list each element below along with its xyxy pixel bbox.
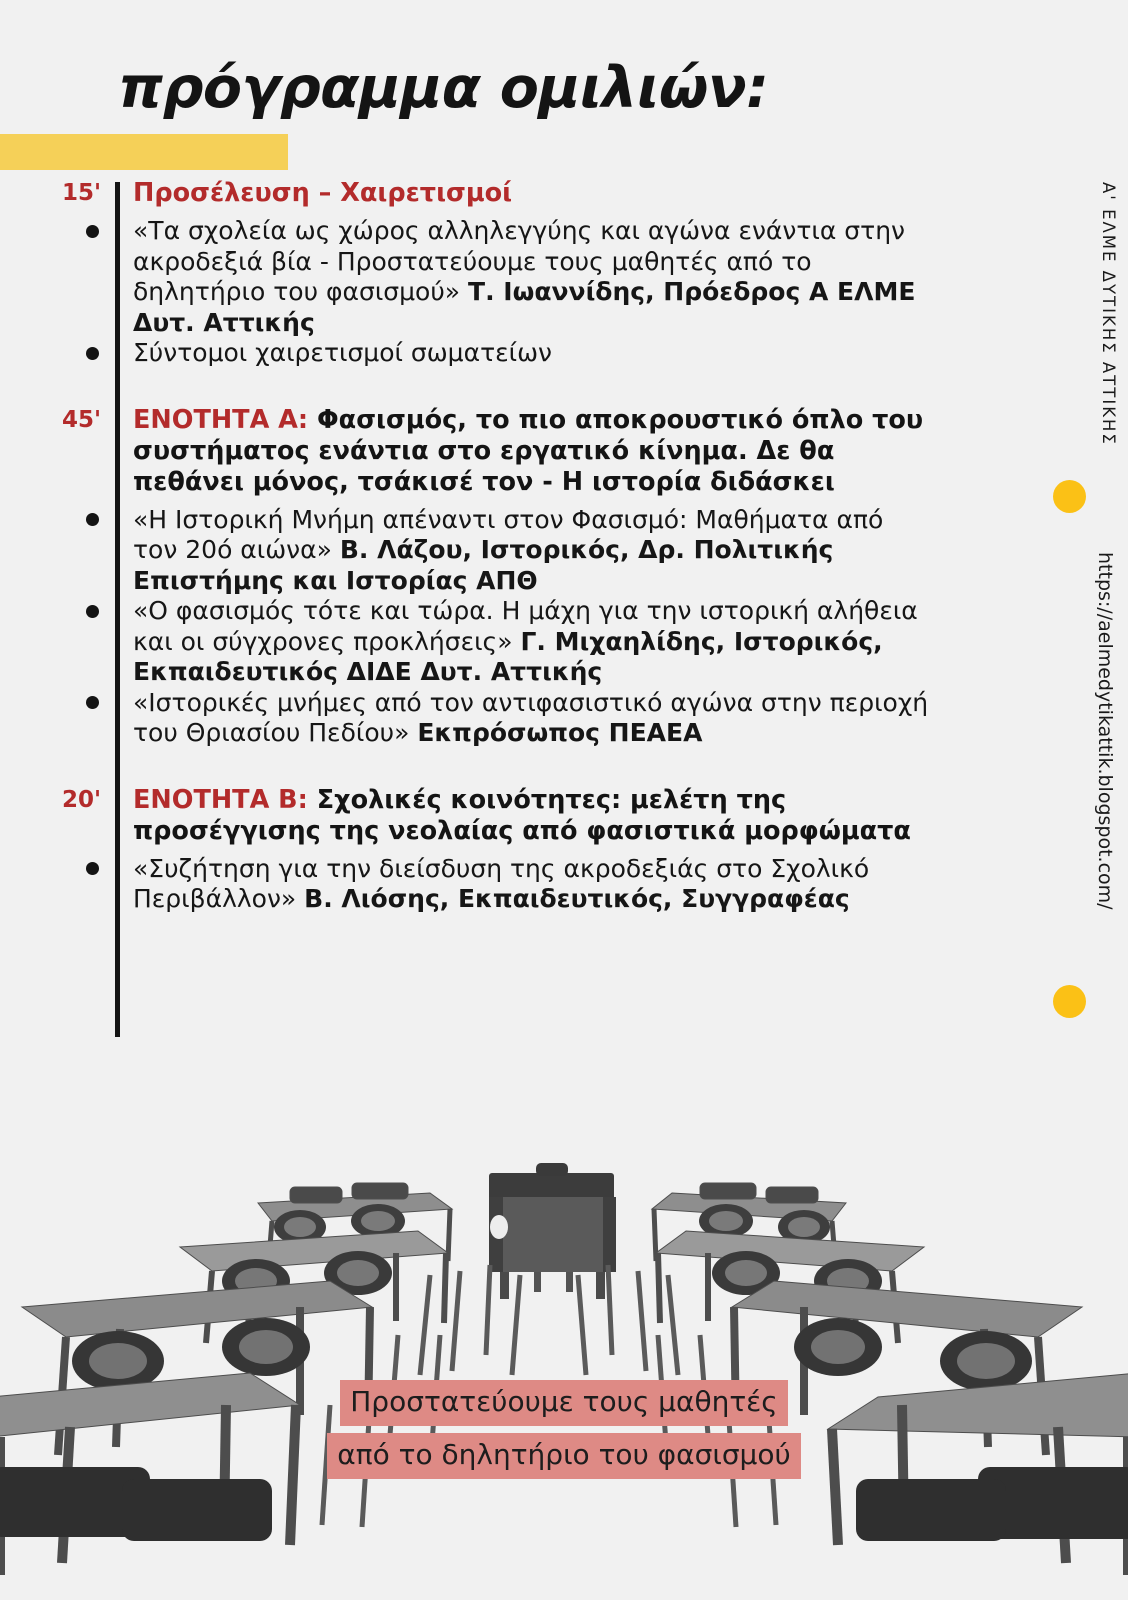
bullet-icon — [86, 225, 106, 245]
program-block-3 — [0, 785, 1020, 915]
program-heading-1 — [133, 178, 1020, 209]
program-heading-row-2 — [0, 405, 1020, 498]
program-item-text — [133, 505, 1020, 597]
program-block-2 — [0, 405, 1020, 749]
bullet-icon — [86, 696, 106, 716]
program-item-text — [133, 596, 1020, 688]
program-item-text — [133, 216, 1020, 338]
item-plain: Σύντομοι χαιρετισμοί σωματείων — [133, 338, 552, 367]
list-item — [0, 854, 1020, 915]
bottom-caption — [0, 1380, 1128, 1479]
item-bold: Γ. Μιχαηλίδης, Ιστορικός, Εκπαιδευτικός ΔΙΔΕ Δυτ. Αττικής — [133, 626, 883, 686]
item-plain: «Ο φασισμός τότε και τώρα. Η μάχη για την ιστορική αλήθεια και οι σύγχρονες προκλήσεις» — [133, 596, 918, 656]
item-bold: Εκπρόσωπος ΠΕΑΕΑ — [417, 718, 703, 747]
item-bold: Τ. Ιωαννίδης, Πρόεδρος Α ΕΛΜΕ Δυτ. Αττικής — [133, 277, 916, 337]
heading-dark-2: Φασισμός, το πιο αποκρουστικό όπλο του συστήματος ενάντια στο εργατικό κίνημα. Δε θα πεθάνει μόνος, τσάκισέ τον - Η ιστορία διδάσκει — [133, 404, 924, 497]
bullet-icon — [86, 862, 106, 882]
blog-url-label[interactable]: https://aelmedytikattik.blogspot.com/ — [1094, 552, 1116, 910]
program-heading-3 — [133, 785, 1020, 847]
list-item — [0, 688, 1020, 749]
program-heading-2 — [133, 405, 1020, 498]
item-plain: «Συζήτηση για την διείσδυση της ακροδεξιάς στο Σχολικό Περιβάλλον» — [133, 853, 870, 913]
program-item-text — [133, 688, 1020, 749]
program-heading-row-1 — [0, 178, 1020, 209]
program-time-3: 20' — [62, 786, 102, 813]
program-time-1: 15' — [62, 180, 102, 206]
program-item-text — [133, 854, 1020, 915]
bullet-icon — [86, 347, 106, 367]
list-item — [0, 216, 1020, 338]
item-bold: Β. Λάζου, Ιστορικός, Δρ. Πολιτικής Επιστήμης και Ιστορίας ΑΠΘ — [133, 535, 834, 595]
item-plain: «Η Ιστορική Μνήμη απέναντι στον Φασισμό: Μαθήματα από τον 20ό αιώνα» — [133, 504, 884, 564]
bullet-icon — [86, 513, 106, 533]
spacer — [0, 209, 1020, 216]
item-plain: «Ιστορικές μνήμες από τον αντιφασιστικό αγώνα στην περιοχή του Θριασίου Πεδίου» — [133, 687, 929, 747]
organization-label: Α' ΕΛΜΕ ΔΥΤΙΚΗΣ ΑΤΤΙΚΗΣ — [1099, 182, 1118, 446]
spacer — [0, 749, 1020, 785]
yellow-dot-icon-2 — [1053, 985, 1086, 1018]
list-item — [0, 338, 1020, 369]
classroom-photo — [0, 1075, 1128, 1600]
caption-line-1: Προστατεύουμε τους μαθητές — [340, 1380, 788, 1426]
bullet-icon — [86, 605, 106, 625]
heading-red-1: Προσέλευση – Χαιρετισμοί — [133, 178, 513, 208]
list-item — [0, 505, 1020, 597]
program-item-text — [133, 338, 1020, 369]
item-bold: Β. Λιόσης, Εκπαιδευτικός, Συγγραφέας — [304, 884, 850, 913]
program-block-1 — [0, 178, 1020, 369]
program-heading-row-3 — [0, 785, 1020, 847]
caption-line-2: από το δηλητήριο του φασισμού — [327, 1433, 800, 1479]
spacer — [0, 369, 1020, 405]
yellow-accent-bar — [0, 134, 288, 170]
page-title: πρόγραμμα ομιλιών: — [118, 55, 769, 121]
spacer — [0, 498, 1020, 505]
program-list — [0, 178, 1020, 915]
heading-red-3: ΕΝΟΤΗΤΑ Β: — [133, 784, 308, 815]
item-plain: «Τα σχολεία ως χώρος αλληλεγγύης και αγώνα ενάντια στην ακροδεξιά βία - Προστατεύουμε τους μαθητές από το δηλητήριο του φασισμού» — [133, 216, 906, 306]
spacer — [0, 847, 1020, 854]
heading-dark-3: Σχολικές κοινότητες: μελέτη της προσέγγισης της νεολαίας από φασιστικά μορφώματα — [133, 784, 911, 846]
heading-red-2: ΕΝΟΤΗΤΑ Α: — [133, 404, 309, 435]
list-item — [0, 596, 1020, 688]
yellow-dot-icon-1 — [1053, 480, 1086, 513]
program-time-2: 45' — [62, 406, 102, 433]
